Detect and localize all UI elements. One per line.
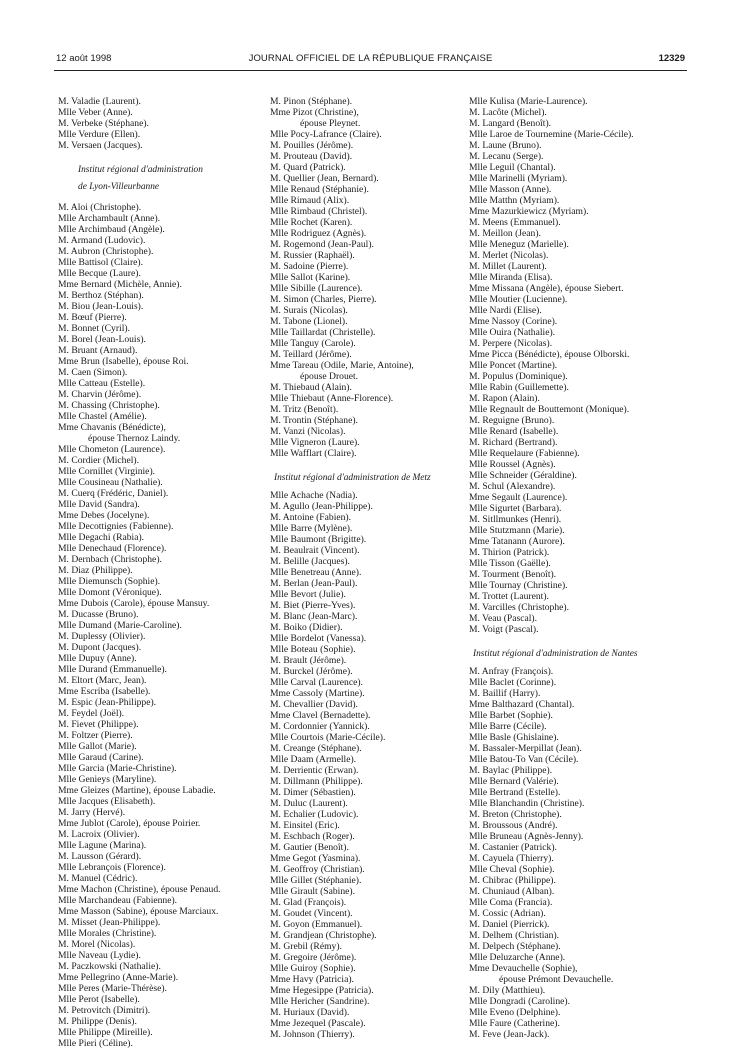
list-item: M. Belille (Jacques). (270, 556, 350, 567)
list-item: M. Aloi (Christophe). (58, 202, 142, 213)
list-item: Mlle Guiroy (Sophie). (270, 963, 356, 974)
list-item: M. Caen (Simon). (58, 367, 128, 378)
list-item: M. Fievet (Philippe). (58, 719, 139, 730)
list-item: M. Chassing (Christophe). (58, 400, 160, 411)
list-item: Mlle Peres (Marie-Thérèse). (58, 983, 167, 994)
list-item: Mlle Veber (Anne). (58, 107, 133, 118)
list-item: M. Perpere (Nicolas). (469, 338, 553, 349)
list-item: M. Manuel (Cédric). (58, 873, 138, 884)
list-item: Mlle Bernard (Valérie). (469, 776, 559, 787)
list-item: M. Teillard (Jérôme). (270, 349, 352, 360)
list-item: Mlle Barbet (Sophie). (469, 710, 553, 721)
list-item: M. Diaz (Philippe). (58, 565, 133, 576)
list-item: Mme Devauchelle (Sophie), (469, 963, 578, 974)
list-item: M. Petrovitch (Dimitri). (58, 1005, 151, 1016)
list-item: M. Gregoire (Jérôme). (270, 952, 357, 963)
list-item: Mlle Benetreau (Anne). (270, 567, 362, 578)
list-item: M. Philippe (Denis). (58, 1016, 137, 1027)
list-item: épouse Thernoz Laindy. (88, 433, 181, 444)
list-item: Mlle Cousineau (Nathalie). (58, 477, 163, 488)
list-item: Mlle Nardi (Elise). (469, 305, 542, 316)
name-list (58, 96, 273, 151)
list-item: Mlle Leguil (Chantal). (469, 162, 556, 173)
list-item: M. Baylac (Philippe). (469, 765, 553, 776)
list-item: Mlle Bertrand (Estelle). (469, 787, 561, 798)
list-item: Mlle Philippe (Mireille). (58, 1027, 153, 1038)
list-item: M. Trontin (Stéphane). (270, 415, 358, 426)
list-item: M. Agullo (Jean-Philippe). (270, 501, 373, 512)
list-item: M. Sadoine (Pierre). (270, 261, 349, 272)
list-item: épouse Drouet. (300, 371, 359, 382)
list-item: M. Lacôte (Michel). (469, 107, 547, 118)
list-item: M. Delhem (Christian). (469, 930, 560, 941)
list-item: Mlle Taillardat (Christelle). (270, 327, 376, 338)
list-item: Mme Debes (Jocelyne). (58, 510, 150, 521)
list-item: M. Biou (Jean-Louis). (58, 301, 144, 312)
list-item: Mlle Carval (Laurence). (270, 677, 363, 688)
list-item: Mlle Barre (Cécile). (469, 721, 547, 732)
list-item: Mme Gegot (Yasmina). (270, 853, 361, 864)
list-item: Mlle Durand (Emmanuelle). (58, 664, 167, 675)
list-item: Mlle Hericher (Sandrine). (270, 996, 370, 1007)
list-item: M. Duplessy (Olivier). (58, 631, 146, 642)
list-item: M. Meillon (Jean). (469, 228, 541, 239)
list-item: M. Cordonnier (Yannick). (270, 721, 370, 732)
list-item: Mlle Bevort (Julie). (270, 589, 346, 600)
list-item: Mlle Archimbaud (Angèle). (58, 224, 165, 235)
list-item: Mme Brun (Isabelle), épouse Roi. (58, 356, 189, 367)
list-item: M. Versaen (Jacques). (58, 140, 143, 151)
list-item: M. Geoffroy (Christian). (270, 864, 365, 875)
list-item: M. Ducasse (Bruno). (58, 609, 139, 620)
list-item: Mme Bernard (Michèle, Annie). (58, 279, 182, 290)
list-item: Mlle Chastel (Amélie). (58, 411, 147, 422)
list-item: M. Russier (Raphaël). (270, 250, 355, 261)
list-item: Mme Gleizes (Martine), épouse Labadie. (58, 785, 216, 796)
section-heading-nantes: Institut régional d'administration de Nantes (473, 649, 638, 659)
list-item: M. Misset (Jean-Philippe). (58, 917, 161, 928)
list-item: M. Rapon (Alain). (469, 393, 540, 404)
list-item: Mlle Kulisa (Marie-Laurence). (469, 96, 588, 107)
list-item: Mlle Bruneau (Agnès-Jenny). (469, 831, 584, 842)
list-item: Mlle Roussel (Agnès). (469, 459, 556, 470)
list-item: M. Cossic (Adrian). (469, 908, 546, 919)
list-item: Mlle Lebrançois (Florence). (58, 862, 166, 873)
list-item: M. Baillif (Harry). (469, 688, 541, 699)
list-item: M. Armand (Ludovic). (58, 235, 146, 246)
list-item: M. Bruant (Arnaud). (58, 345, 138, 356)
list-item: Mlle Renard (Isabelle). (469, 426, 559, 437)
column-2 (270, 96, 470, 1040)
list-item: Mlle Poncet (Martine). (469, 360, 558, 371)
list-item: Mlle Deluzarche (Anne). (469, 952, 566, 963)
list-item: M. Feve (Jean-Jack). (469, 1029, 550, 1040)
list-item: M. Millet (Laurent). (469, 261, 547, 272)
section-heading-lyon-city: de Lyon-Villeurbanne (78, 182, 160, 192)
list-item: M. Prouteau (David). (270, 151, 353, 162)
list-item: Mme Dubois (Carole), épouse Mansuy. (58, 598, 210, 609)
list-item: M. Thiebaud (Alain). (270, 382, 352, 393)
list-item: M. Dupont (Jacques). (58, 642, 142, 653)
list-item: M. Burckel (Jérôme). (270, 666, 353, 677)
list-item: Mlle Basle (Ghislaine). (469, 732, 559, 743)
list-item: Mlle Renaud (Stéphanie). (270, 184, 369, 195)
list-item: Mme Machon (Christine), épouse Penaud. (58, 884, 221, 895)
list-item: M. Langard (Benoît). (469, 118, 552, 129)
list-item: M. Echalier (Ludovic). (270, 809, 359, 820)
list-item: M. Meens (Emmanuel). (469, 217, 561, 228)
page-number: 12329 (658, 53, 685, 64)
list-item: Mlle Naveau (Lydie). (58, 950, 141, 961)
list-item: Mlle Genieys (Maryline). (58, 774, 157, 785)
list-item: Mlle Blanchandin (Christine). (469, 798, 585, 809)
list-item: Mlle Sallot (Karine). (270, 272, 351, 283)
list-item: M. Trottet (Laurent). (469, 591, 549, 602)
list-item: M. Chuniaud (Alban). (469, 886, 555, 897)
list-item: Mlle Degachi (Rabia). (58, 532, 145, 543)
list-item: M. Brault (Jérôme). (270, 655, 347, 666)
list-item: Mlle Faure (Catherine). (469, 1018, 560, 1029)
list-item: Mme Escriba (Isabelle). (58, 686, 151, 697)
list-item: Mlle Thiebaut (Anne-Florence). (270, 393, 394, 404)
list-item: M. Beaulrait (Vincent). (270, 545, 360, 556)
list-item: M. Delpech (Stéphane). (469, 941, 561, 952)
list-item: Mlle Rimaud (Alix). (270, 195, 350, 206)
list-item: M. Boiko (Didier). (270, 622, 343, 633)
list-item: Mlle Rodriguez (Agnès). (270, 228, 367, 239)
list-item: Mlle Tisson (Gaëlle). (469, 558, 551, 569)
list-item: M. Broussous (André). (469, 820, 558, 831)
list-item: M. Gautier (Benoît). (270, 842, 349, 853)
list-item: Mlle Baclet (Corinne). (469, 677, 557, 688)
section-heading-metz: Institut régional d'administration de Metz (274, 473, 431, 483)
list-item: Mme Pizot (Christine), (270, 107, 359, 118)
list-item: M. Chibrac (Philippe). (469, 875, 556, 886)
list-item: Mlle Rabin (Guillemette). (469, 382, 569, 393)
column-1 (58, 96, 273, 1049)
list-item: M. Foltzer (Pierre). (58, 730, 133, 741)
list-item: Mlle Barre (Mylène). (270, 523, 353, 534)
list-item: M. Pouilles (Jérôme). (270, 140, 354, 151)
list-item: M. Einsitel (Eric). (270, 820, 340, 831)
list-item: Mlle Requelaure (Fabienne). (469, 448, 580, 459)
list-item: Mlle Sigurtet (Barbara). (469, 503, 562, 514)
list-item: Mme Tatanann (Aurore). (469, 536, 565, 547)
list-item: Mme Masson (Sabine), épouse Marciaux. (58, 906, 219, 917)
list-item: Mlle Dongradi (Caroline). (469, 996, 570, 1007)
list-item: Mlle Moutier (Lucienne). (469, 294, 568, 305)
list-item: M. Voigt (Pascal). (469, 624, 539, 635)
list-item: Mlle Courtois (Marie-Cécile). (270, 732, 386, 743)
list-item: M. Charvin (Jérôme). (58, 389, 142, 400)
list-item: M. Feydel (Joël). (58, 708, 125, 719)
list-item: Mlle Tanguy (Carole). (270, 338, 356, 349)
list-item: Mme Hegesippe (Patricia). (270, 985, 374, 996)
list-item: Mlle Dumand (Marie-Caroline). (58, 620, 182, 631)
list-item: Mlle Eveno (Delphine). (469, 1007, 561, 1018)
list-item: M. Varcilles (Christophe). (469, 602, 570, 613)
list-item: M. Johnson (Thierry). (270, 1029, 355, 1040)
list-item: M. Aubron (Christophe). (58, 246, 154, 257)
list-item: Mme Chavanis (Bénédicte), (58, 422, 166, 433)
list-item: Mme Tareau (Odile, Marie, Antoine), (270, 360, 414, 371)
list-item: épouse Pleynet. (300, 118, 361, 129)
list-item: Mlle Boteau (Sophie). (270, 644, 356, 655)
list-item: Mlle Daam (Armelle). (270, 754, 357, 765)
list-item: M. Goudet (Vincent). (270, 908, 353, 919)
list-item: Mlle Coma (Francia). (469, 897, 553, 908)
list-item: M. Schul (Alexandre). (469, 481, 556, 492)
list-item: M. Castanier (Patrick). (469, 842, 557, 853)
list-item: Mlle David (Sandra). (58, 499, 140, 510)
list-item: Mlle Garaud (Carine). (58, 752, 144, 763)
list-item: Mlle Denechaud (Florence). (58, 543, 167, 554)
list-item: M. Sitllmunkes (Henri). (469, 514, 562, 525)
list-item: M. Merlet (Nicolas). (469, 250, 549, 261)
list-item: Mlle Catteau (Estelle). (58, 378, 146, 389)
section-heading-lyon: Institut régional d'administration (78, 165, 203, 175)
list-item: M. Goyon (Emmanuel). (270, 919, 363, 930)
list-item: M. Verbeke (Stéphane). (58, 118, 149, 129)
list-item: Mlle Ouira (Nathalie). (469, 327, 556, 338)
name-list (270, 96, 470, 459)
name-list (58, 202, 273, 1049)
list-item: Mlle Batou-To Van (Cécile). (469, 754, 579, 765)
list-item: M. Valadie (Laurent). (58, 96, 141, 107)
list-item: Mme Havy (Patricia). (270, 974, 354, 985)
list-item: M. Antoine (Fabien). (270, 512, 352, 523)
list-item: Mlle Pocy-Lafrance (Claire). (270, 129, 382, 140)
list-item: Mlle Chometon (Laurence). (58, 444, 166, 455)
list-item: Mlle Garcia (Marie-Christine). (58, 763, 177, 774)
list-item: Mlle Cheval (Sophie). (469, 864, 555, 875)
list-item: M. Derrientic (Erwan). (270, 765, 359, 776)
list-item: Mlle Verdure (Ellen). (58, 129, 141, 140)
list-item: M. Lausson (Gérard). (58, 851, 142, 862)
list-item: Mlle Battisol (Claire). (58, 257, 143, 268)
list-item: M. Jarry (Hervé). (58, 807, 126, 818)
list-item: Mlle Decottignies (Fabienne). (58, 521, 174, 532)
list-item: Mme Jezequel (Pascale). (270, 1018, 366, 1029)
list-item: Mlle Masson (Anne). (469, 184, 552, 195)
list-item: Mlle Jacques (Elisabeth). (58, 796, 156, 807)
list-item: M. Thirion (Patrick). (469, 547, 550, 558)
list-item: Mlle Laroe de Tournemine (Marie-Cécile). (469, 129, 634, 140)
list-item: Mme Picca (Bénédicte), épouse Olborski. (469, 349, 630, 360)
list-item: Mlle Meneguz (Marielle). (469, 239, 569, 250)
list-item: Mlle Marinelli (Myriam). (469, 173, 568, 184)
list-item: M. Grebil (Rémy). (270, 941, 342, 952)
list-item: M. Grandjean (Christophe). (270, 930, 377, 941)
list-item: Mlle Pieri (Céline). (58, 1038, 133, 1049)
list-item: M. Dimer (Sébastien). (270, 787, 356, 798)
name-list (469, 666, 689, 1040)
list-item: épouse Prémont Devauchelle. (499, 974, 614, 985)
list-item: M. Tabone (Lionel). (270, 316, 348, 327)
list-item: Mlle Rochet (Karen). (270, 217, 353, 228)
list-item: M. Cordier (Michel). (58, 455, 139, 466)
list-item: M. Eschbach (Roger). (270, 831, 355, 842)
list-item: M. Tourment (Benoît). (469, 569, 557, 580)
column-3 (469, 96, 689, 1040)
list-item: M. Borel (Jean-Louis). (58, 334, 146, 345)
list-item: M. Eltort (Marc, Jean). (58, 675, 147, 686)
list-item: Mlle Cornillet (Virginie). (58, 466, 156, 477)
list-item: M. Dillmann (Philippe). (270, 776, 363, 787)
list-item: Mlle Gallot (Marie). (58, 741, 137, 752)
list-item: M. Bassaler-Merpillat (Jean). (469, 743, 582, 754)
list-item: Mlle Baumont (Brigitte). (270, 534, 367, 545)
list-item: M. Bonnet (Cyril). (58, 323, 130, 334)
list-item: M. Biet (Pierre-Yves). (270, 600, 356, 611)
list-item: Mlle Dupuy (Anne). (58, 653, 137, 664)
list-item: M. Cayuela (Thierry). (469, 853, 554, 864)
name-list (270, 490, 470, 1040)
list-item: M. Espic (Jean-Philippe). (58, 697, 157, 708)
list-item: M. Huriaux (David). (270, 1007, 350, 1018)
list-item: Mlle Girault (Sabine). (270, 886, 355, 897)
list-item: M. Paczkowski (Nathalie). (58, 961, 161, 972)
list-item: M. Surais (Nicolas). (270, 305, 348, 316)
list-item: Mme Segault (Laurence). (469, 492, 568, 503)
list-item: Mlle Wafflart (Claire). (270, 448, 357, 459)
list-item: Mme Balthazard (Chantal). (469, 699, 575, 710)
list-item: M. Dernbach (Christophe). (58, 554, 162, 565)
list-item: Mme Nassoy (Corine). (469, 316, 558, 327)
journal-title: JOURNAL OFFICIEL DE LA RÉPUBLIQUE FRANÇAISE (248, 53, 493, 64)
list-item: Mlle Perot (Isabelle). (58, 994, 140, 1005)
list-item: Mlle Domont (Véronique). (58, 587, 162, 598)
list-item: M. Breton (Christophe). (469, 809, 562, 820)
list-item: M. Lacroix (Olivier). (58, 829, 140, 840)
list-item: M. Lecanu (Serge). (469, 151, 544, 162)
issue-date: 12 août 1998 (56, 53, 112, 64)
list-item: M. Cuerq (Frédéric, Daniel). (58, 488, 169, 499)
list-item: M. Blanc (Jean-Marc). (270, 611, 358, 622)
list-item: Mlle Sibille (Laurence). (270, 283, 363, 294)
list-item: Mlle Regnault de Bouttemont (Monique). (469, 404, 630, 415)
list-item: M. Simon (Charles, Pierre). (270, 294, 377, 305)
list-item: M. Anfray (François). (469, 666, 554, 677)
list-item: Mlle Miranda (Elisa). (469, 272, 553, 283)
list-item: M. Berlan (Jean-Paul). (270, 578, 358, 589)
list-item: M. Creange (Stéphane). (270, 743, 362, 754)
list-item: Mlle Rimbaud (Christel). (270, 206, 368, 217)
list-item: M. Pinon (Stéphane). (270, 96, 353, 107)
list-item: Mlle Gillet (Stéphanie). (270, 875, 362, 886)
list-item: M. Tritz (Benoît). (270, 404, 339, 415)
list-item: Mme Cassoly (Martine). (270, 688, 365, 699)
list-item: M. Berthoz (Stéphan). (58, 290, 144, 301)
list-item: Mlle Stutzmann (Marie). (469, 525, 565, 536)
list-item: Mlle Archambault (Anne). (58, 213, 161, 224)
list-item: Mlle Vigneron (Laure). (270, 437, 360, 448)
header-rule (54, 70, 687, 71)
list-item: Mme Mazurkiewicz (Myriam). (469, 206, 589, 217)
list-item: Mlle Bordelot (Vanessa). (270, 633, 367, 644)
list-item: M. Bœuf (Pierre). (58, 312, 127, 323)
list-item: Mlle Morales (Christine). (58, 928, 157, 939)
list-item: M. Glad (François). (270, 897, 347, 908)
list-item: M. Quellier (Jean, Bernard). (270, 173, 379, 184)
list-item: M. Richard (Bertrand). (469, 437, 558, 448)
list-item: M. Daniel (Pierrick). (469, 919, 550, 930)
list-item: M. Laune (Bruno). (469, 140, 542, 151)
page-header (56, 53, 685, 67)
list-item: M. Rogemond (Jean-Paul). (270, 239, 374, 250)
list-item: Mme Jublot (Carole), épouse Poirier. (58, 818, 201, 829)
list-item: Mlle Matthn (Myriam). (469, 195, 560, 206)
list-item: Mlle Becque (Laure). (58, 268, 141, 279)
list-item: Mlle Schneider (Géraldine). (469, 470, 577, 481)
list-item: M. Duluc (Laurent). (270, 798, 348, 809)
list-item: M. Veau (Pascal). (469, 613, 538, 624)
list-item: M. Populus (Dominique). (469, 371, 568, 382)
list-item: M. Reguigne (Bruno). (469, 415, 555, 426)
list-item: M. Vanzi (Nicolas). (270, 426, 346, 437)
list-item: Mme Missana (Angèle), épouse Siebert. (469, 283, 624, 294)
name-list (469, 96, 689, 635)
list-item: Mlle Marchandeau (Fabienne). (58, 895, 178, 906)
list-item: M. Morel (Nicolas). (58, 939, 136, 950)
list-item: M. Chevallier (David). (270, 699, 358, 710)
list-item: Mlle Diemunsch (Sophie). (58, 576, 161, 587)
list-item: Mme Pellegrino (Anne-Marie). (58, 972, 179, 983)
list-item: Mme Clavel (Bernadette). (270, 710, 371, 721)
list-item: Mlle Tournay (Christine). (469, 580, 568, 591)
list-item: Mlle Achache (Nadia). (270, 490, 358, 501)
list-item: M. Dily (Matthieu). (469, 985, 546, 996)
list-item: Mlle Lagune (Marina). (58, 840, 147, 851)
list-item: M. Quard (Patrick). (270, 162, 346, 173)
